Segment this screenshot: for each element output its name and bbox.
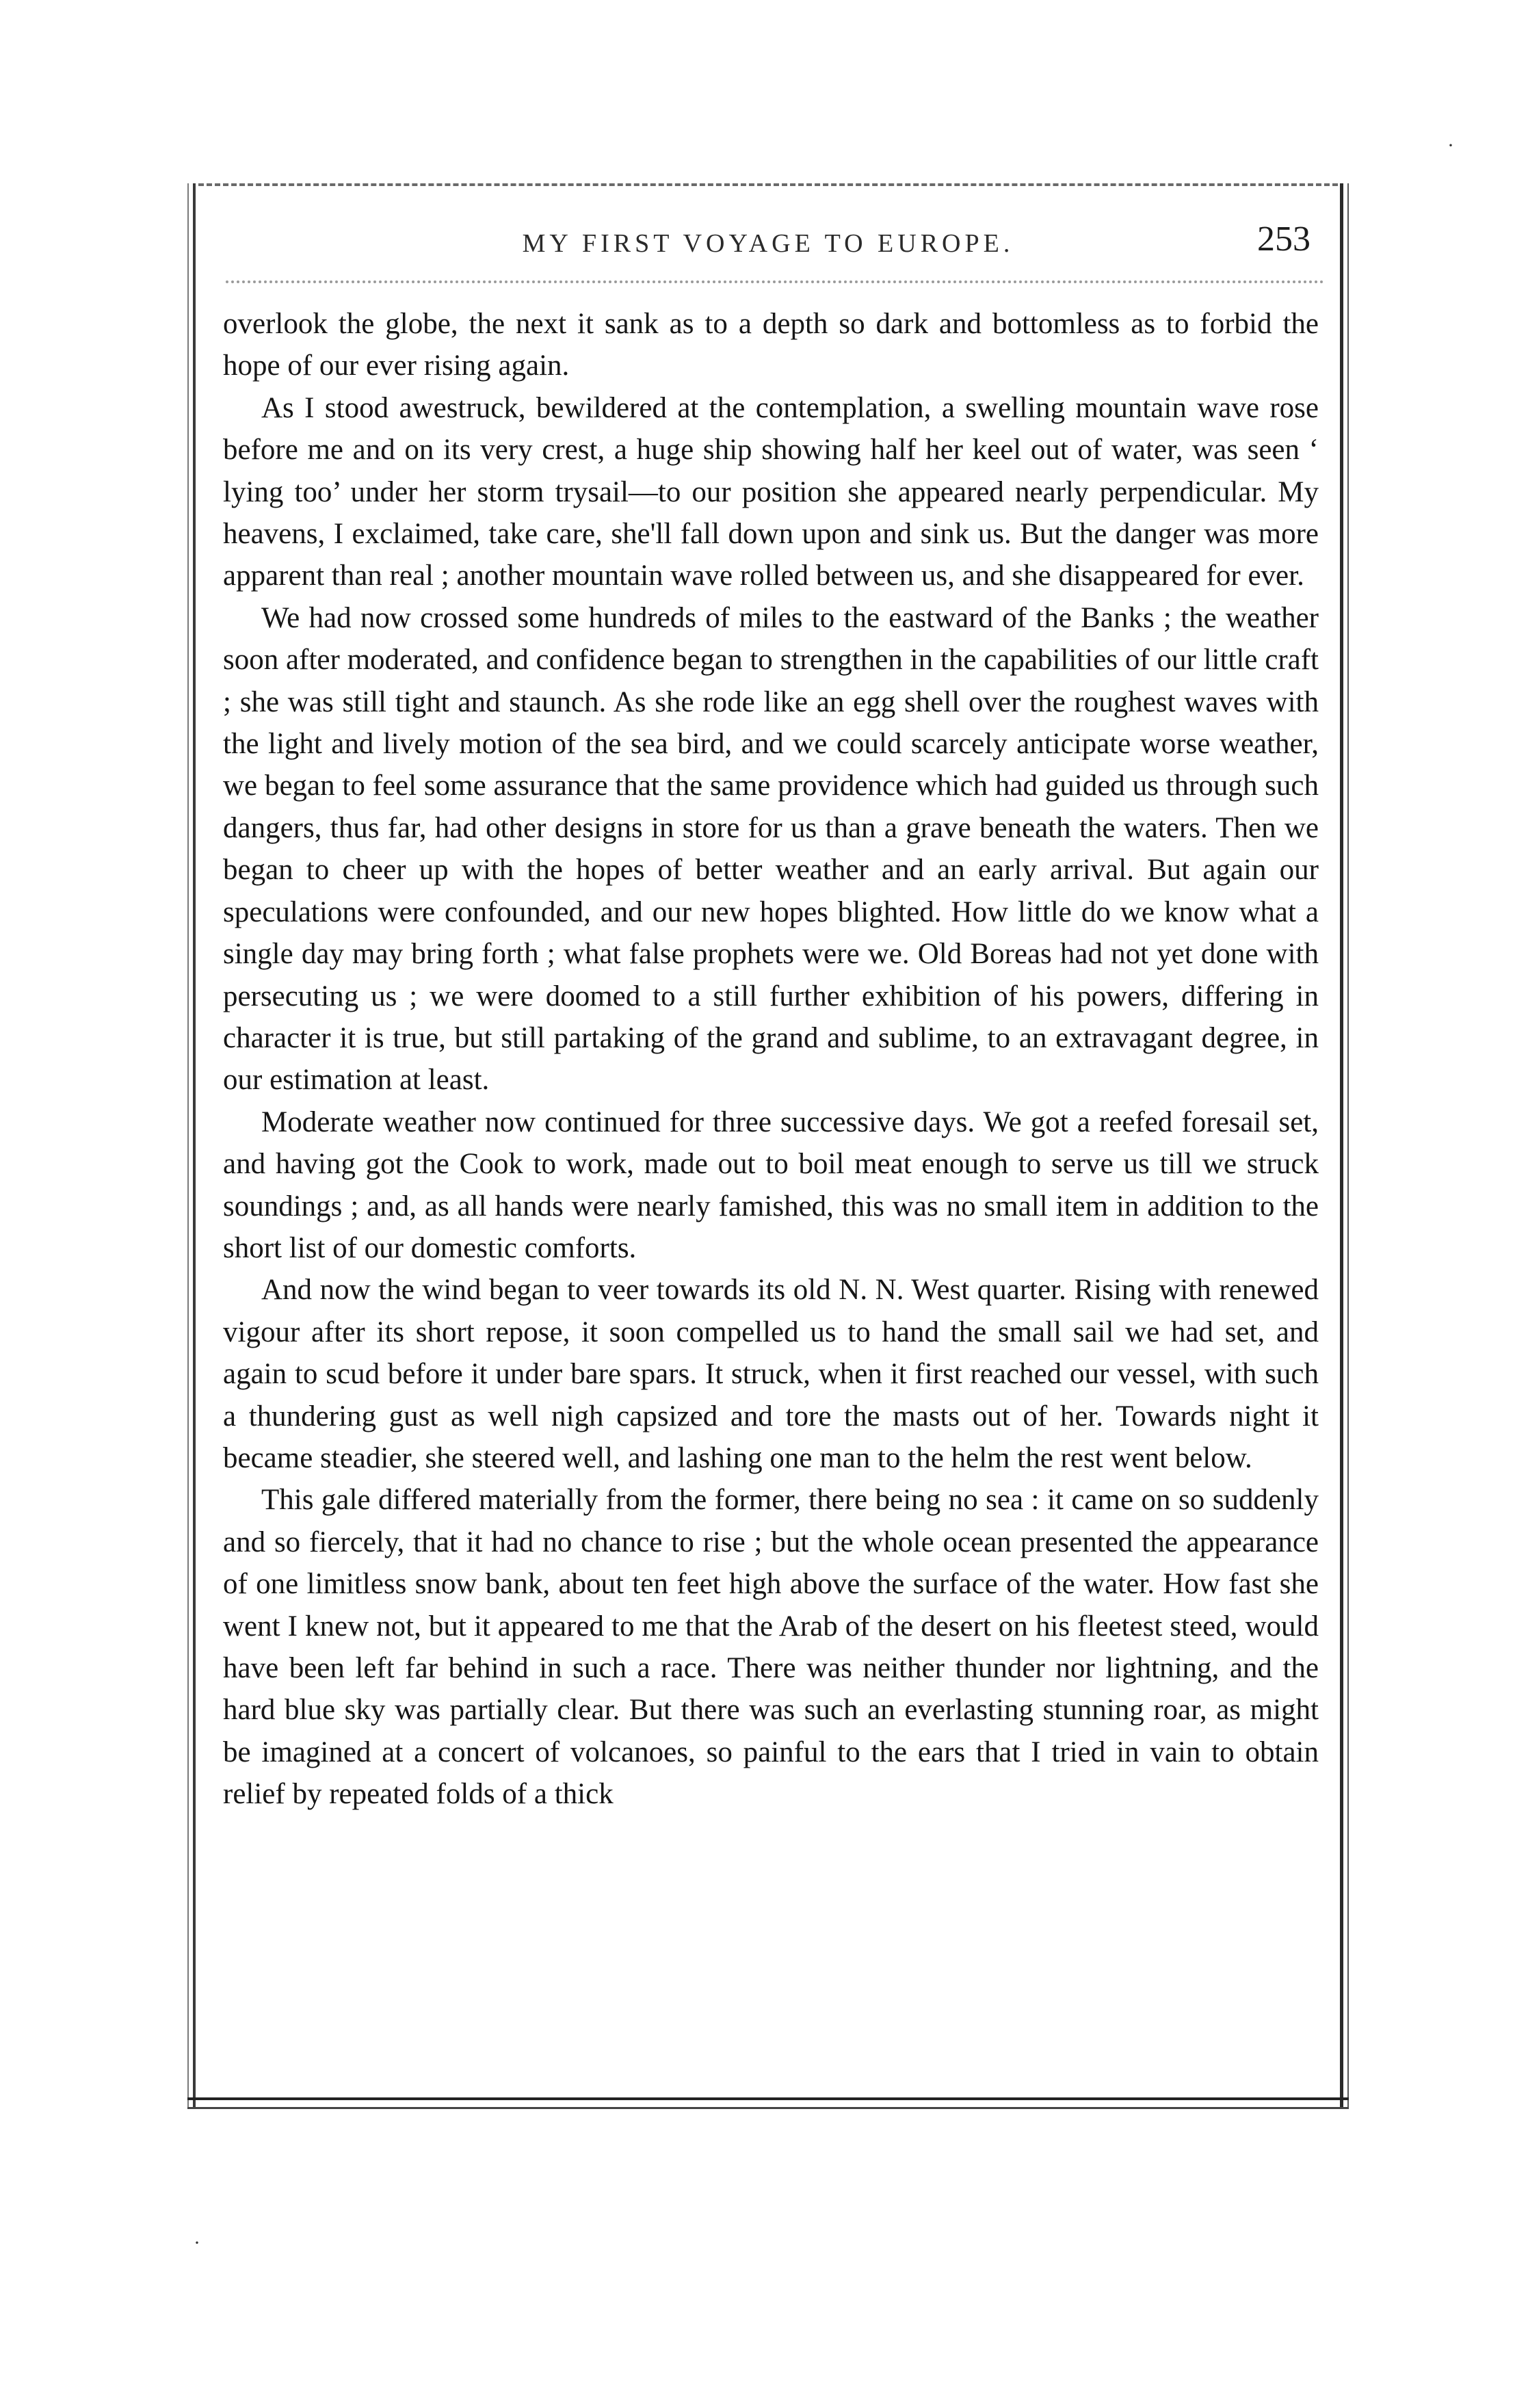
paragraph-continued: overlook the globe, the next it sank as to a depth so dark and bottomless as to forbid the hope of our ever rising again. xyxy=(223,308,1319,382)
header-rule xyxy=(226,280,1324,283)
body-text xyxy=(223,303,1319,1816)
margin-speck: · xyxy=(1447,134,1454,157)
paragraph: This gale differed materially from the former, there being no sea : it came on so suddenly and so fiercely, that it had no chance to rise ; but the whole ocean presented the appearance of one limitless snow bank, about ten feet high above the surface of the water. How fast she went I knew not, but it appeared to me that the Arab of the desert on his fleetest steed, would have been left far behind in such a race. There was neither thunder nor lightning, and the hard blue sky was partially clear. But there was such an everlasting stunning roar, as might be imagined at a concert of volcanoes, so painful to the ears that I tried in vain to obtain relief by repeated folds of a thick xyxy=(223,1484,1319,1811)
top-border-rule xyxy=(198,183,1338,186)
margin-speck: · xyxy=(194,2232,200,2254)
running-head xyxy=(226,219,1310,267)
right-border-rule xyxy=(1340,183,1343,2109)
running-title: MY FIRST VOYAGE TO EUROPE. xyxy=(522,229,1014,258)
right-border-inner-rule xyxy=(1347,183,1349,2109)
left-border-rule xyxy=(193,183,196,2109)
left-border-inner-rule xyxy=(187,183,189,2109)
page-number: 253 xyxy=(1257,220,1310,259)
paragraph: And now the wind began to veer towards its old N. N. West quarter. Rising with renewed vigour after its short repose, it soon compelled us to hand the small sail we had set, and again to scud before it under bare spars. It struck, when it first reached our vessel, with such a thundering gust as well nigh capsized and tore the masts out of her. Towards night it became steadier, she steered well, and lashing one man to the helm the rest went below. xyxy=(223,1274,1319,1474)
paragraph: Moderate weather now continued for three successive days. We got a reefed foresail set, and having got the Cook to work, made out to boil meat enough to serve us till we struck soundings ; and, as all hands were nearly famished, this was no small item in addition to the short list of our domestic comforts. xyxy=(223,1105,1319,1264)
paragraph: We had now crossed some hundreds of miles to the eastward of the Banks ; the weather soon after moderated, and confidence began to strengthen in the capabilities of our little craft ; she was still tight and staunch. As she rode like an egg shell over the roughest waves with the light and lively motion of the sea bird, and we could scarcely anticipate worse weather, we began to feel some assurance that the same providence which had guided us through such dangers, thus far, had other designs in store for us than a grave beneath the waters. Then we began to cheer up with the hopes of better weather and an early arrival. But again our speculations were confounded, and our new hopes blighted. How little do we know what a single day may bring forth ; what false prophets were we. Old Boreas had not yet done with persecuting us ; we were doomed to a still further exhibition of his powers, differing in character it is true, but still partaking of the grand and sublime, to an extravagant degree, in our estimation at least. xyxy=(223,601,1319,1097)
page-frame xyxy=(198,183,1338,2109)
bottom-border-rule xyxy=(187,2097,1349,2109)
paragraph: As I stood awestruck, bewildered at the contemplation, a swelling mountain wave rose before me and on its very crest, a huge ship showing half her keel out of water, was seen ‘ lying too’ under her storm trysail—to our position she appeared nearly perpendicular. My heavens, I exclaimed, take care, she'll fall down upon and sink us. But the danger was more apparent than real ; another mountain wave rolled between us, and she disappeared for ever. xyxy=(223,391,1319,592)
